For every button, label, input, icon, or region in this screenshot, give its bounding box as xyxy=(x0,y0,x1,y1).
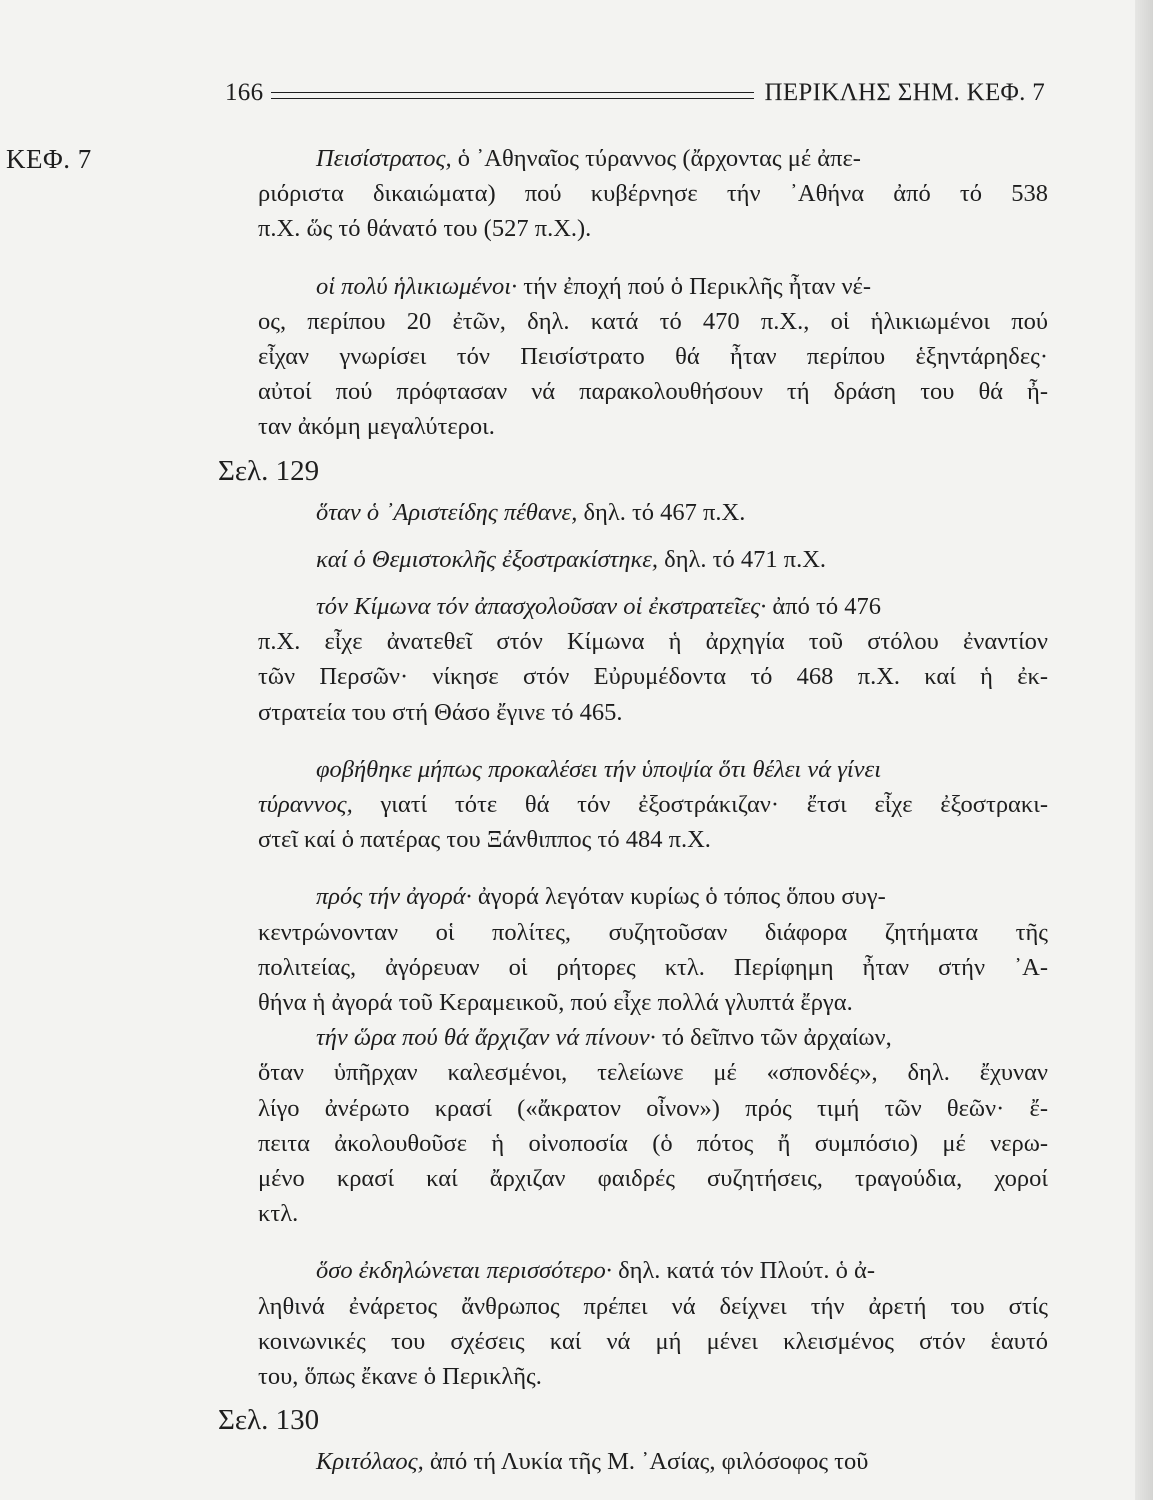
note-lemma: πρός τήν ἀγορά· xyxy=(316,883,472,911)
page-number: 166 xyxy=(225,79,264,106)
note-text-line: εἶχαν γνωρίσει τόν Πεισίστρατο θά ἦταν περίπου ἑξηντάρηδες· xyxy=(258,343,1048,371)
note-text-line: κεντρώνονταν οἱ πολίτες, συζητοῦσαν διάφορα ζητήματα τῆς xyxy=(258,918,1048,946)
note-text-line: μένο κρασί καί ἄρχιζαν φαιδρές συζητήσεις, τραγούδια, χοροί xyxy=(258,1165,1048,1193)
note-text-line: κτλ. xyxy=(258,1200,299,1228)
note-text-line: στεῖ καί ὁ πατέρας του Ξάνθιππος τό 484 π.Χ. xyxy=(258,826,711,854)
note-lemma: Κριτόλαος, xyxy=(316,1448,424,1476)
note-entry xyxy=(258,752,1048,858)
note-first-line xyxy=(258,1444,1048,1479)
note-text-line: ἀπό τή Λυκία τῆς Μ. ᾿Ασίας, φιλόσοφος τοῦ xyxy=(423,1448,869,1476)
page-edge-shadow xyxy=(1135,0,1153,1500)
note-first-line xyxy=(258,141,1048,176)
note-text-line: δηλ. τό 471 π.Χ. xyxy=(658,545,827,573)
note-lemma: ὅταν ὁ ᾿Αριστείδης πέθανε, xyxy=(316,498,578,526)
note-text-line: λίγο ἀνέρωτο κρασί («ἄκρατον οἶνον») πρός τιμή τῶν θεῶν· ἔ- xyxy=(258,1094,1048,1122)
note-first-line xyxy=(258,1020,1048,1055)
note-first-line xyxy=(258,542,1048,577)
note-text-line: ἀπό τό 476 xyxy=(766,593,881,621)
note-first-line xyxy=(258,269,1048,304)
note-text-line: θήνα ἡ ἀγορά τοῦ Κεραμεικοῦ, πού εἶχε πολλά γλυπτά ἔργα. xyxy=(258,989,853,1017)
note-lemma: καί ὁ Θεμιστοκλῆς ἐξοστρακίστηκε, xyxy=(316,545,659,573)
note-text-line: τῶν Περσῶν· νίκησε στόν Εὐρυμέδοντα τό 468 π.Χ. καί ἡ ἐκ- xyxy=(258,663,1048,691)
note-lemma: οἱ πολύ ἡλικιωμένοι· xyxy=(316,272,518,300)
running-header xyxy=(225,76,1045,110)
section-heading: Σελ. 130 xyxy=(218,1404,320,1437)
chapter-margin-label: ΚΕΦ. 7 xyxy=(6,144,92,174)
note-entry xyxy=(258,542,1048,577)
note-entry xyxy=(258,495,1048,530)
running-title: ΠΕΡΙΚΛΗΣ ΣΗΜ. ΚΕΦ. 7 xyxy=(764,79,1045,106)
note-text-line: ὅταν ὑπῆρχαν καλεσμένοι, τελείωνε μέ «σπονδές», δηλ. ἔχυναν xyxy=(258,1059,1048,1087)
note-lemma: Πεισίστρατος, xyxy=(316,145,452,172)
notes-body xyxy=(218,141,1048,1480)
note-text-line: ος, περίπου 20 ἐτῶν, δηλ. κατά τό 470 π.Χ., οἱ ἡλικιωμένοι πού xyxy=(258,307,1048,335)
note-lemma: τήν ὥρα πού θά ἄρχιζαν νά πίνουν· xyxy=(316,1024,656,1052)
note-text-line: ταν ἀκόμη μεγαλύτεροι. xyxy=(258,413,495,441)
note-entry xyxy=(258,141,1048,247)
section-heading: Σελ. 129 xyxy=(218,454,320,487)
note-text-line: δηλ. τό 467 π.Χ. xyxy=(577,498,746,526)
note-text-line: τό δεῖπνο τῶν ἀρχαίων, xyxy=(655,1024,892,1052)
note-text-line: ὁ ᾿Αθηναῖος τύραννος (ἄρχοντας μέ ἀπε- xyxy=(451,145,861,172)
note-text-line: δηλ. κατά τόν Πλούτ. ὁ ἀ- xyxy=(611,1257,876,1285)
note-text-line: π.Χ. ὥς τό θάνατό του (527 π.Χ.). xyxy=(258,215,592,243)
note-lemma: ὅσο ἐκδηλώνεται περισσότερο· xyxy=(316,1257,612,1285)
note-text-line: πολιτείας, ἀγόρευαν οἱ ρήτορες κτλ. Περίφημη ἦταν στήν ᾿Α- xyxy=(258,953,1048,981)
note-entry xyxy=(258,589,1048,730)
note-entry xyxy=(258,1444,1048,1479)
note-first-line xyxy=(258,1253,1048,1288)
header-double-rule xyxy=(271,92,754,99)
note-text-line: ριόριστα δικαιώματα) πού κυβέρνησε τήν ᾿Αθήνα ἀπό τό 538 xyxy=(258,180,1048,208)
note-text-line: αὐτοί πού πρόφτασαν νά παρακολουθήσουν τή δράση του θά ἦ- xyxy=(258,378,1048,406)
note-first-line xyxy=(258,879,1048,914)
note-first-line xyxy=(258,495,1048,530)
note-entry xyxy=(258,1253,1048,1394)
note-text-line: πειτα ἀκολουθοῦσε ἡ οἰνοποσία (ὁ πότος ἤ συμπόσιο) μέ νερω- xyxy=(258,1129,1048,1157)
note-entry xyxy=(258,1020,1048,1231)
note-text-line xyxy=(258,787,1048,822)
note-lemma: φοβήθηκε μήπως προκαλέσει τήν ὑποψία ὅτι θέλει νά γίνει xyxy=(316,755,882,783)
note-text-fragment: γιατί τότε θά τόν ἐξοστράκιζαν· ἔτσι εἶχε ἐξοστρακι- xyxy=(352,791,1048,819)
note-first-line xyxy=(258,752,1048,787)
note-text-line: π.Χ. εἶχε ἀνατεθεῖ στόν Κίμωνα ἡ ἀρχηγία τοῦ στόλου ἐναντίον xyxy=(258,628,1048,656)
note-first-line xyxy=(258,589,1048,624)
note-text-line: ληθινά ἐνάρετος ἄνθρωπος πρέπει νά δείχνει τήν ἀρετή του στίς xyxy=(258,1292,1048,1320)
note-entry xyxy=(258,879,1048,1020)
note-text-line: ἀγορά λεγόταν κυρίως ὁ τόπος ὅπου συγ- xyxy=(471,883,886,911)
note-lemma-continued: τύραννος, xyxy=(258,791,353,819)
note-lemma: τόν Κίμωνα τόν ἀπασχολοῦσαν οἱ ἐκστρατεῖες· xyxy=(316,593,767,621)
note-text-line: τήν ἐποχή πού ὁ Περικλῆς ἦταν νέ- xyxy=(517,272,871,300)
note-text-line: του, ὅπως ἔκανε ὁ Περικλῆς. xyxy=(258,1363,542,1391)
note-text-line: στρατεία του στή Θάσο ἔγινε τό 465. xyxy=(258,698,623,726)
note-entry xyxy=(258,269,1048,445)
note-text-line: κοινωνικές του σχέσεις καί νά μή μένει κλεισμένος στόν ἑαυτό xyxy=(258,1327,1048,1355)
